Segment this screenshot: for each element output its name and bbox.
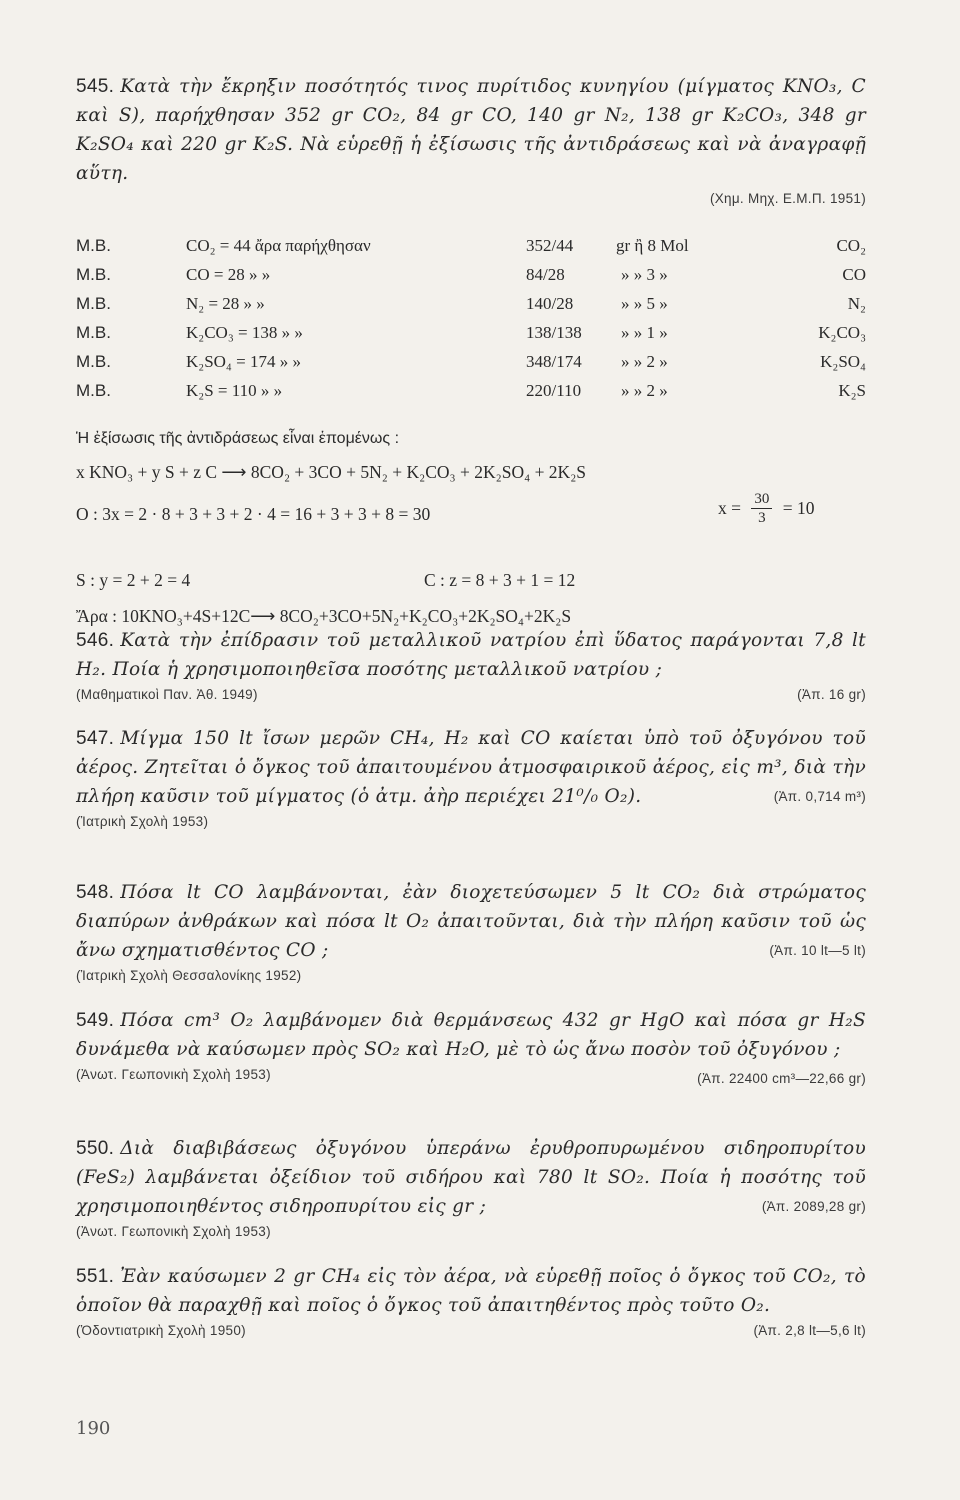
mb-row (76, 236, 866, 264)
problem-number: 551. (76, 1266, 115, 1287)
problem-source-row (76, 1320, 866, 1342)
problem-number: 545. (76, 76, 115, 97)
mb-compound: N₂ (847, 294, 866, 313)
problem-547 (76, 724, 866, 833)
mb-fraction: 138/138 (526, 323, 582, 342)
mb-compound: K₂SO₄ (820, 352, 866, 371)
problem-number: 550. (76, 1138, 115, 1159)
mb-compound: CO₂ (836, 236, 866, 255)
problem-source-row (76, 1221, 866, 1243)
equation-x-solution (718, 490, 815, 527)
answer-text: (Ἀπ. 2089,28 gr) (761, 1199, 866, 1214)
mb-label: Μ.Β. (76, 352, 111, 371)
mb-compound: K₂CO₃ (818, 323, 866, 342)
mb-label: Μ.Β. (76, 323, 111, 342)
source-text: (Μαθηματικοὶ Παν. Ἀθ. 1949) (76, 687, 258, 702)
mb-row (76, 323, 866, 351)
page-number: 190 (76, 1418, 111, 1439)
source-text: (Ἀνωτ. Γεωπονικὴ Σχολὴ 1953) (76, 1224, 271, 1239)
x-denominator: 3 (758, 510, 766, 526)
equation-final: Ἄρα : 10KNO₃+4S+12C⟶ 8CO₂+3CO+5N₂+K₂CO₃+2K₂SO₄+2K₂S (76, 606, 572, 626)
mb-row (76, 294, 866, 322)
equation-intro: Ἡ ἐξίσωσις τῆς ἀντιδράσεως εἶναι ἑπομένως : (76, 430, 400, 447)
x-label: x = (718, 498, 741, 518)
mb-label: Μ.Β. (76, 381, 111, 400)
equation-carbon: C : z = 8 + 3 + 1 = 12 (424, 570, 576, 590)
problem-text: Πόσα lt CO λαμβάνονται, ἐὰν διοχετεύσωμεν 5 lt CO₂ διὰ στρώματος διαπύρων ἀνθράκων καὶ πόσα lt O₂ ἀπαιτοῦνται, διὰ τὴν πλήρη καῦσιν τοῦ ὡς ἄνω σχηματισθέντος CO ; (76, 882, 866, 961)
problem-source-row (76, 965, 866, 987)
mb-formula: CO = 28 » » (186, 265, 271, 284)
mb-compound: CO (842, 265, 866, 284)
problem-text: Μίγμα 150 lt ἴσων μερῶν CH₄, H₂ καὶ CO καίεται ὑπὸ τοῦ ὀξυγόνου τοῦ ἀέρος. Ζητεῖται ὁ ὄγκος τοῦ ἀπαιτουμένου ἀτμοσφαιρικοῦ ἀέρος, εἰς m³, διὰ τὴν πλήρη καῦσιν τοῦ μίγματος (ὁ ἀτμ. ἀὴρ περιέχει 21⁰/₀ O₂). (76, 728, 866, 807)
mb-fraction: 140/28 (526, 294, 574, 313)
answer-text: (Ἀπ. 2,8 lt—5,6 lt) (753, 1323, 866, 1338)
mb-result: » » 2 » (621, 381, 668, 400)
mb-result: » » 3 » (621, 265, 668, 284)
mb-label: Μ.Β. (76, 236, 111, 255)
problem-source-row (76, 1064, 697, 1086)
problem-text: Κατὰ τὴν ἐπίδρασιν τοῦ μεταλλικοῦ νατρίου ἐπὶ ὕδατος παράγονται 7,8 lt H₂. Ποία ἡ χρησιμοποιηθεῖσα ποσότης μεταλλικοῦ νατρίου ; (76, 630, 866, 680)
mb-formula: K₂CO₃ = 138 » » (186, 323, 303, 342)
mb-label: Μ.Β. (76, 265, 111, 284)
source-text: (Ὀδοντιατρικὴ Σχολὴ 1950) (76, 1323, 246, 1338)
source-text: (Ἰατρικὴ Σχολὴ 1953) (76, 814, 209, 829)
mb-fraction: 84/28 (526, 265, 565, 284)
equation-oxygen: O : 3x = 2 · 8 + 3 + 3 + 2 · 4 = 16 + 3 + 3 + 8 = 30 (76, 504, 431, 524)
source-text: (Ἀνωτ. Γεωπονικὴ Σχολὴ 1953) (76, 1067, 271, 1082)
mb-row (76, 265, 866, 293)
mb-formula: K₂SO₄ = 174 » » (186, 352, 301, 371)
problem-550 (76, 1134, 866, 1243)
problem-548 (76, 878, 866, 987)
x-fraction (751, 490, 772, 527)
problem-545 (76, 72, 866, 210)
mb-fraction: 348/174 (526, 352, 582, 371)
equation-sulfur: S : y = 2 + 2 = 4 (76, 570, 191, 590)
mb-formula: N₂ = 28 » » (186, 294, 265, 313)
mb-result: » » 5 » (621, 294, 668, 313)
mb-result: » » 2 » (621, 352, 668, 371)
answer-text: (Ἀπ. 16 gr) (797, 687, 866, 702)
mb-compound: K₂S (838, 381, 866, 400)
problem-source-row (76, 811, 866, 833)
problem-549 (76, 1006, 866, 1093)
problem-number: 547. (76, 728, 115, 749)
problem-text: Πόσα cm³ O₂ λαμβάνομεν διὰ θερμάνσεως 432 gr HgO καὶ πόσα gr H₂S δυνάμεθα νὰ καύσωμεν πρὸς SO₂ καὶ H₂O, μὲ τὸ ὡς ἄνω ποσὸν τοῦ ὀξυγόνου ; (76, 1010, 866, 1060)
mb-formula: K₂S = 110 » » (186, 381, 283, 400)
problem-number: 546. (76, 630, 115, 651)
problem-text: Ἐὰν καύσωμεν 2 gr CH₄ εἰς τὸν ἀέρα, νὰ εὑρεθῇ ποῖος ὁ ὄγκος τοῦ CO₂, τὸ ὁποῖον θὰ παραχθῇ καὶ ποῖος ὁ ὄγκος τοῦ ἀπαιτηθέντος πρὸς τοῦτο O₂. (76, 1266, 866, 1316)
mb-row (76, 352, 866, 380)
problem-number: 548. (76, 882, 115, 903)
problem-source-row (76, 684, 866, 706)
mb-formula: CO₂ = 44 ἄρα παρήχθησαν (186, 236, 371, 255)
mb-row (76, 381, 866, 409)
source-text: (Ἰατρικὴ Σχολὴ Θεσσαλονίκης 1952) (76, 968, 302, 983)
answer-text: (Ἀπ. 22400 cm³—22,66 gr) (697, 1071, 866, 1086)
mb-fraction: 220/110 (526, 381, 582, 400)
problem-number: 549. (76, 1010, 115, 1031)
problem-546 (76, 626, 866, 706)
mb-result: » » 1 » (621, 323, 668, 342)
x-value: = 10 (782, 498, 815, 518)
mb-fraction: 352/44 (526, 236, 574, 255)
mb-result: gr ἢ 8 Mol (616, 236, 689, 255)
problem-text: Διὰ διαβιβάσεως ὀξυγόνου ὑπεράνω ἐρυθροπυρωμένου σιδηροπυρίτου (FeS₂) λαμβάνεται ὀξείδιον τοῦ σιδήρου καὶ 780 lt SO₂. Ποία ἡ ποσότης τοῦ χρησιμοποιηθέντος σιδηροπυρίτου εἰς gr ; (76, 1138, 866, 1217)
equation-general: x KNO₃ + y S + z C ⟶ 8CO₂ + 3CO + 5N₂ + K₂CO₃ + 2K₂SO₄ + 2K₂S (76, 462, 587, 482)
answer-text: (Ἀπ. 0,714 m³) (773, 789, 866, 804)
mb-label: Μ.Β. (76, 294, 111, 313)
solution-545 (76, 236, 866, 636)
answer-text: (Ἀπ. 10 lt—5 lt) (769, 943, 866, 958)
problem-551 (76, 1262, 866, 1342)
problem-source (76, 188, 866, 210)
source-text: (Χημ. Μηχ. Ε.Μ.Π. 1951) (709, 191, 866, 206)
problem-text: Κατὰ τὴν ἔκρηξιν ποσότητός τινος πυρίτιδος κυνηγίου (μίγματος KNO₃, C καὶ S), παρήχθησαν 352 gr CO₂, 84 gr CO, 140 gr N₂, 138 gr K₂CO₃, 348 gr K₂SO₄ καὶ 220 gr K₂S. Νὰ εὑρεθῇ ἡ ἐξίσωσις τῆς ἀντιδράσεως καὶ νὰ ἀναγραφῇ αὕτη. (76, 76, 866, 184)
x-numerator: 30 (751, 490, 772, 509)
